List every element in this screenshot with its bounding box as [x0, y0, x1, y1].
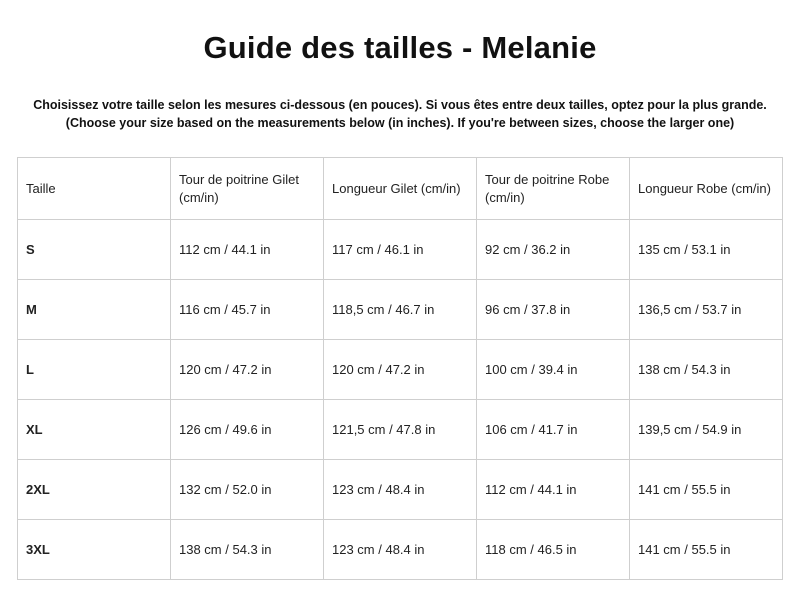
dress-chest-value: 92 cm / 36.2 in [477, 220, 630, 280]
dress-chest-value: 112 cm / 44.1 in [477, 460, 630, 520]
header-dress-length: Longueur Robe (cm/in) [630, 158, 783, 220]
size-label: 3XL [18, 520, 171, 580]
dress-length-value: 141 cm / 55.5 in [630, 520, 783, 580]
vest-chest-value: 138 cm / 54.3 in [171, 520, 324, 580]
table-row [18, 220, 783, 280]
dress-length-value: 135 cm / 53.1 in [630, 220, 783, 280]
table-row [18, 400, 783, 460]
header-dress-chest: Tour de poitrine Robe (cm/in) [477, 158, 630, 220]
instructions-french: Choisissez votre taille selon les mesures ci-dessous (en pouces). Si vous êtes entre deux tailles, optez pour la plus grande. [33, 98, 767, 112]
page-title: Guide des tailles - Melanie [203, 30, 597, 65]
table-row [18, 280, 783, 340]
table-row [18, 340, 783, 400]
size-label: S [18, 220, 171, 280]
table-row [18, 460, 783, 520]
vest-chest-value: 116 cm / 45.7 in [171, 280, 324, 340]
vest-chest-value: 126 cm / 49.6 in [171, 400, 324, 460]
size-label: 2XL [18, 460, 171, 520]
dress-length-value: 139,5 cm / 54.9 in [630, 400, 783, 460]
table-row [18, 520, 783, 580]
dress-length-value: 141 cm / 55.5 in [630, 460, 783, 520]
dress-chest-value: 100 cm / 39.4 in [477, 340, 630, 400]
vest-length-value: 123 cm / 48.4 in [324, 460, 477, 520]
vest-chest-value: 112 cm / 44.1 in [171, 220, 324, 280]
vest-length-value: 118,5 cm / 46.7 in [324, 280, 477, 340]
size-label: XL [18, 400, 171, 460]
size-label: M [18, 280, 171, 340]
vest-length-value: 120 cm / 47.2 in [324, 340, 477, 400]
dress-chest-value: 106 cm / 41.7 in [477, 400, 630, 460]
instructions [0, 96, 800, 132]
vest-length-value: 117 cm / 46.1 in [324, 220, 477, 280]
vest-length-value: 121,5 cm / 47.8 in [324, 400, 477, 460]
instructions-english: (Choose your size based on the measurements below (in inches). If you're between sizes, choose the larger one) [65, 116, 735, 130]
size-table [17, 157, 783, 580]
dress-chest-value: 96 cm / 37.8 in [477, 280, 630, 340]
table-header-row [18, 158, 783, 220]
size-label: L [18, 340, 171, 400]
header-size: Taille [18, 158, 171, 220]
dress-length-value: 136,5 cm / 53.7 in [630, 280, 783, 340]
header-vest-length: Longueur Gilet (cm/in) [324, 158, 477, 220]
dress-length-value: 138 cm / 54.3 in [630, 340, 783, 400]
vest-chest-value: 120 cm / 47.2 in [171, 340, 324, 400]
dress-chest-value: 118 cm / 46.5 in [477, 520, 630, 580]
vest-chest-value: 132 cm / 52.0 in [171, 460, 324, 520]
header-vest-chest: Tour de poitrine Gilet (cm/in) [171, 158, 324, 220]
vest-length-value: 123 cm / 48.4 in [324, 520, 477, 580]
